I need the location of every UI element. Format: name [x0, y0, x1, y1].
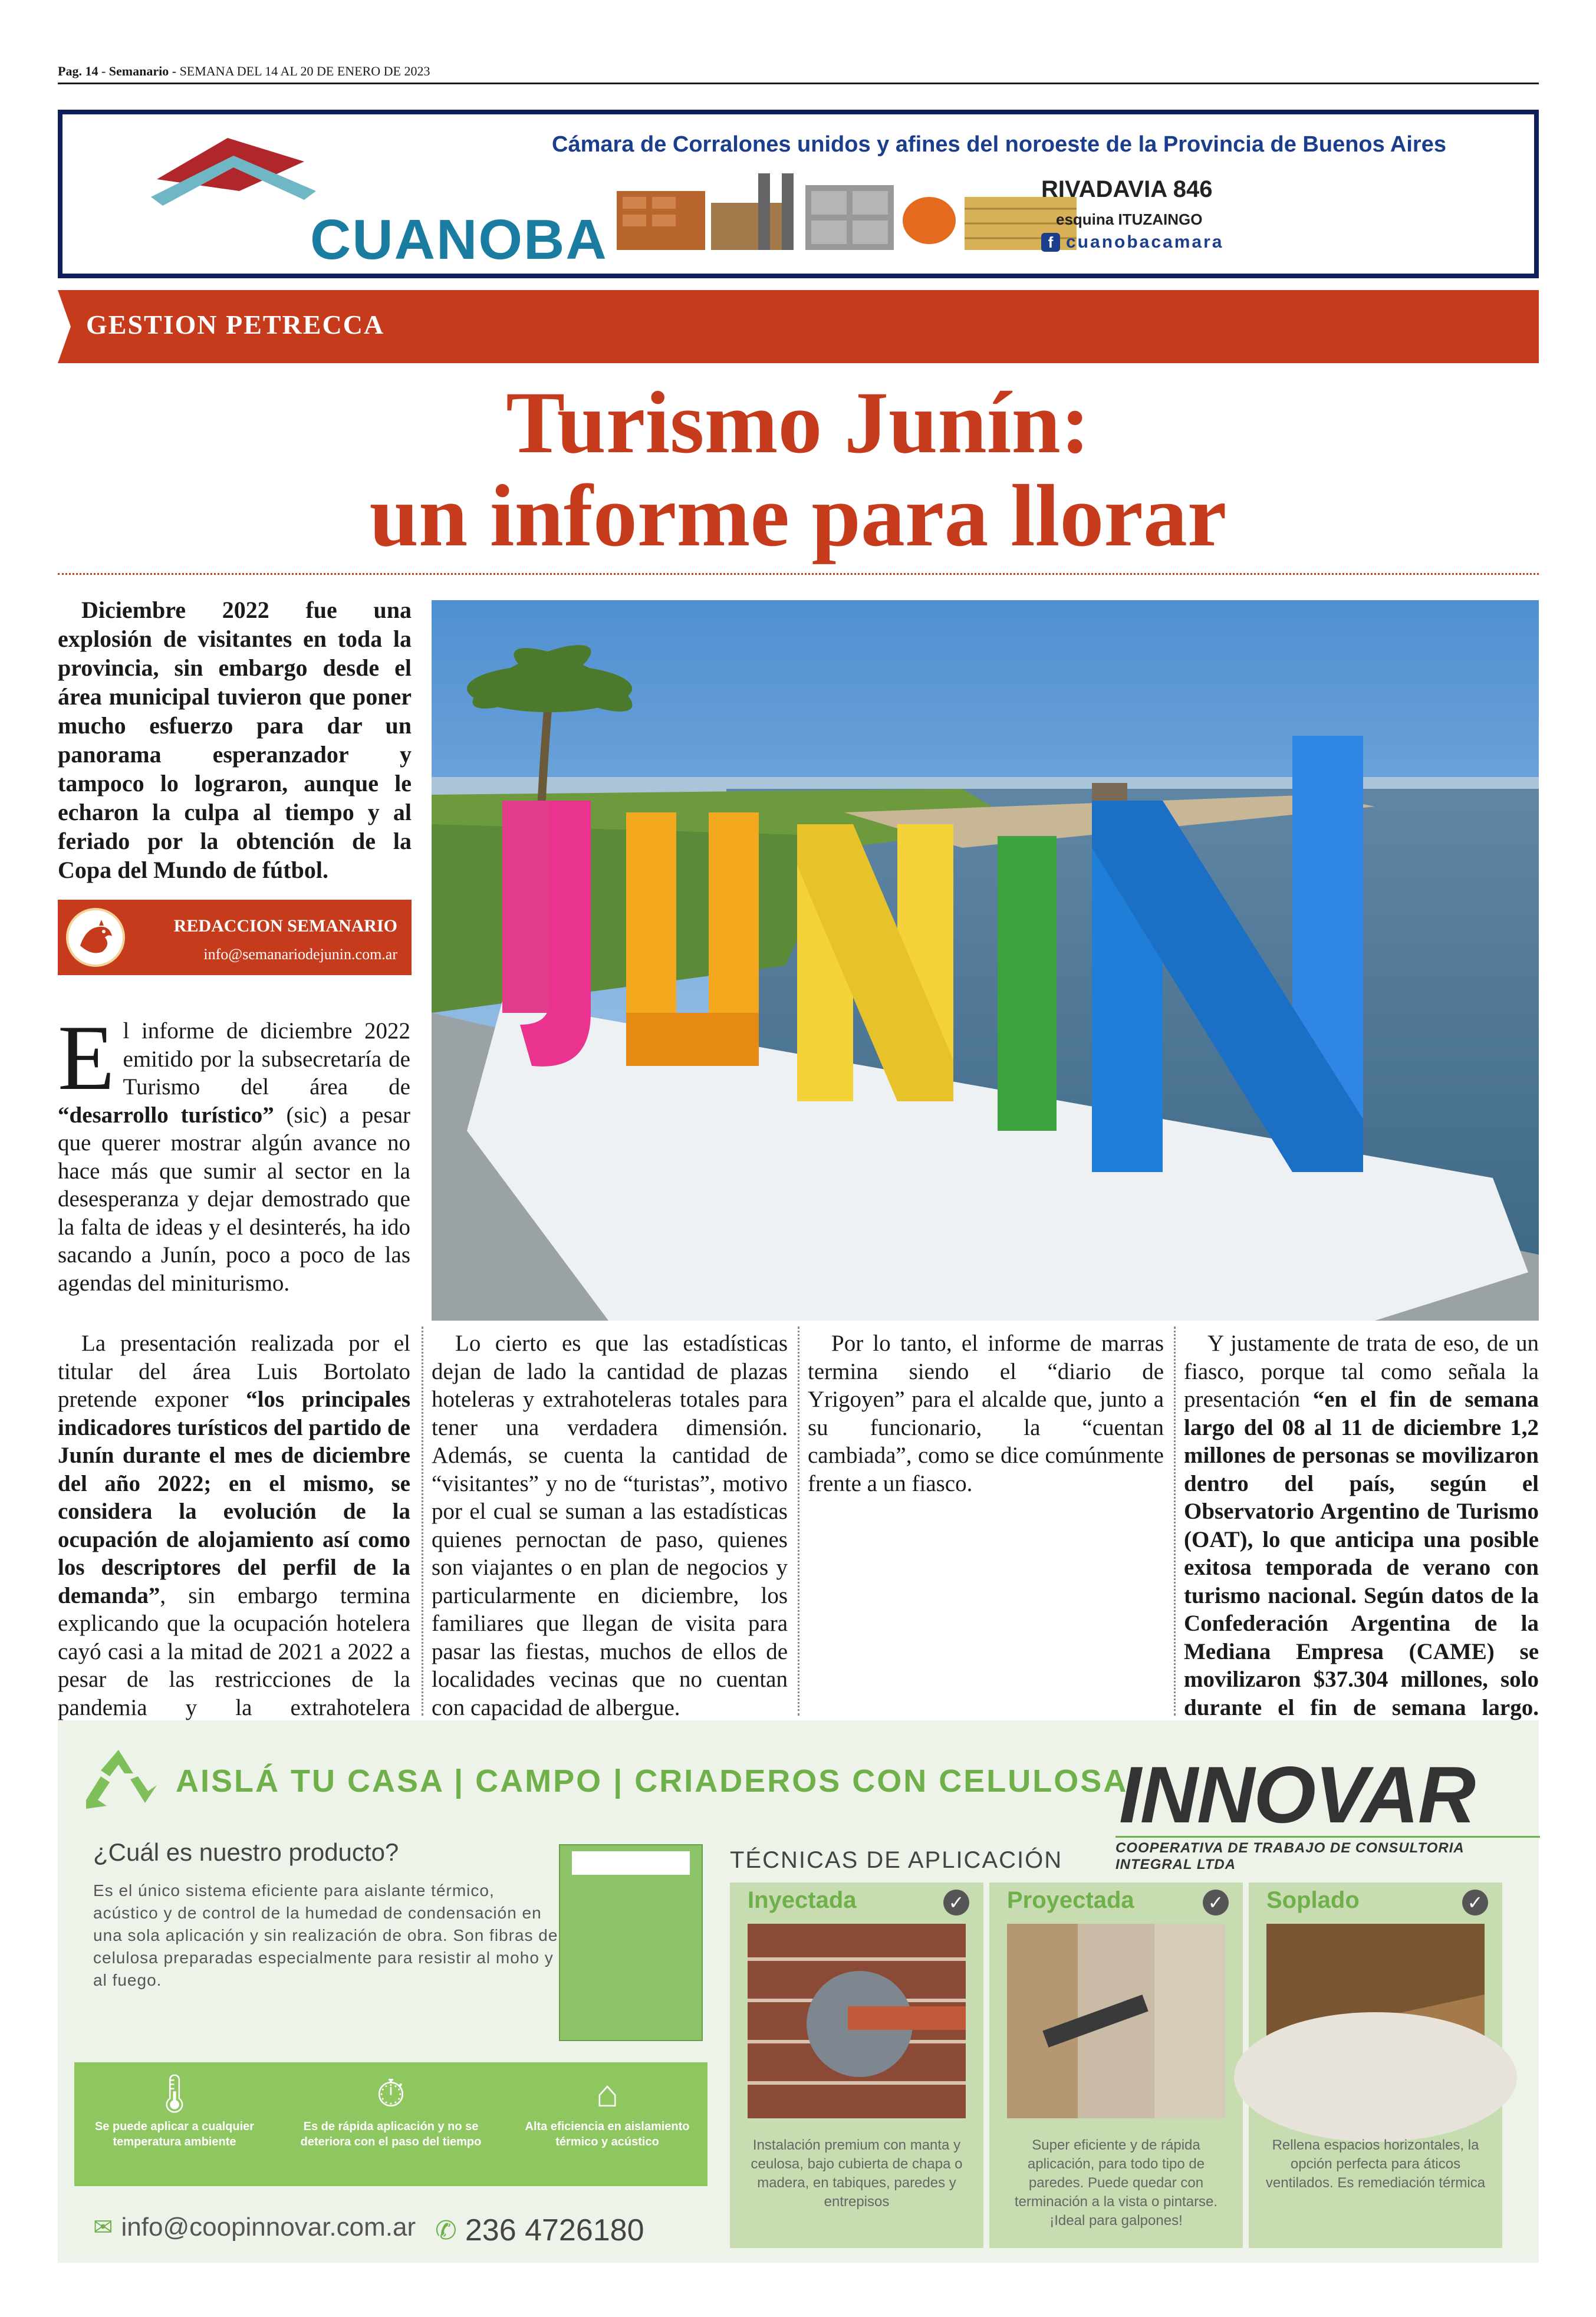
cuanoba-roof-logo	[139, 126, 328, 209]
technique-name: Soplado	[1266, 1887, 1360, 1913]
product-bag-image	[559, 1844, 703, 2041]
article-body-column-2	[432, 1329, 788, 1720]
paragraph-4	[808, 1329, 1164, 1498]
article-body-column-4	[1184, 1329, 1539, 1720]
paragraph-5-bold: “en el fin de semana largo del 08 al 11 de diciembre 1,2 millones de personas se movilizaron dentro del país, según el Observatorio Argentino de Turismo (OAT), lo que anticipa una posible exitosa temporada de verano con turismo nacional. Según datos de la Confederación Argentina de la Mediana Empresa (CAME) se movilizaron $37.304 millones, solo durante el fin de semana largo.	[1184, 1387, 1539, 1720]
junin-sign-photo	[432, 600, 1539, 1321]
thermometer-icon: 🌡	[150, 2072, 199, 2115]
product-question: ¿Cuál es nuestro producto?	[93, 1838, 399, 1866]
paragraph-1-text: l informe de diciembre 2022 emitido por la subsecretaría de Turismo del área de	[123, 1018, 410, 1100]
column-separator	[422, 1327, 423, 1716]
headline-line-1: Turismo Junín:	[506, 374, 1090, 472]
feature-item	[291, 2062, 491, 2186]
contact-phone-text: 236 4726180	[465, 2213, 644, 2247]
technique-name: Inyectada	[748, 1887, 857, 1913]
header-separator: -	[98, 64, 109, 78]
feature-text: Es de rápida aplicación y no se deteriora con el paso del tiempo	[300, 2120, 482, 2148]
technique-card-inyectada	[730, 1882, 983, 2248]
section-label: GESTION PETRECCA	[86, 310, 385, 340]
bag-stripe	[572, 1851, 690, 1875]
technique-description: Super eficiente y de rápida aplicación, para todo tipo de paredes. Puede quedar con terminación a la vista o pintarse. ¡Ideal para galpones!	[1014, 2137, 1218, 2229]
paragraph-2-text: La presentación realizada por el titular del área Luis Bortolato pretende exponer	[58, 1331, 410, 1412]
technique-description: Instalación premium con manta y ceulosa, bajo cubierta de chapa o madera, en tabiques, paredes y entrepisos	[751, 2137, 963, 2210]
feature-text: Alta eficiencia en aislamiento térmico y acústico	[525, 2120, 690, 2148]
ad-social-handle[interactable]	[1041, 232, 1223, 252]
byline-email[interactable]: info@semanariodejunin.com.ar	[203, 946, 397, 963]
column-separator	[1174, 1327, 1176, 1716]
drop-cap: E	[58, 1006, 115, 1110]
features-panel	[74, 2062, 707, 2186]
recycle-icon	[74, 1744, 163, 1815]
headline-line-2: un informe para llorar	[369, 467, 1227, 565]
innovar-logo: INNOVAR	[1119, 1750, 1475, 1839]
paragraph-3-text: Lo cierto es que las estadísticas dejan de lado la cantidad de plazas hoteleras y extrahoteleras totales para tener una verdadera dimensión. Además, se cuenta la cantidad de “visitantes” y no de “turistas”, motivo por el cual se suman a las estadísticas quienes pernoctan de paso, quienes son viajantes o en plan de negocios y particularmente en diciembre, los familiares que llegan de visita para pasar las fiestas, muchos de ellos de localidades vecinas que no cuentan con capacidad de albergue.	[432, 1331, 788, 1720]
semanario-logo	[66, 908, 125, 967]
innovar-subtitle: COOPERATIVA DE TRABAJO DE CONSULTORIA INTEGRAL LTDA	[1115, 1836, 1540, 1873]
header-rule	[58, 83, 1539, 84]
technique-card-proyectada	[989, 1882, 1243, 2248]
house-icon: ⌂	[595, 2072, 619, 2115]
paragraph-2-text-end: , sin embargo termina explicando que la ocupación hotelera cayó casi a la mitad de 2021 a 2022 a pesar de las restricciones de la pandemia y la extrahotelera	[58, 1582, 410, 1720]
technique-name: Proyectada	[1007, 1887, 1134, 1913]
page-header	[58, 64, 430, 79]
byline	[58, 900, 412, 975]
article-body-column-1	[58, 1006, 410, 1297]
ad-panel	[62, 114, 1534, 274]
feature-item	[507, 2062, 707, 2186]
header-separator: -	[169, 64, 180, 78]
technique-card-soplado	[1249, 1882, 1502, 2248]
paragraph-1	[58, 1006, 410, 1297]
product-description: Es el único sistema eficiente para aislante térmico, acústico y de control de la humedad de condensación en una sola aplicación y sin realización de obra. Son fibras de celulosa preparadas especialmente para resistir al moho y al fuego.	[93, 1881, 558, 1989]
paragraph-1-text-end: (sic) a pesar que querer mostrar algún avance no hace más que sumir al sector en la desesperanza y dejar demostrado que la falta de ideas y el desinterés, ha ido sacando a Junín, poco a poco de las agendas del miniturismo.	[58, 1102, 410, 1296]
byline-name: REDACCION SEMANARIO	[173, 916, 397, 936]
paragraph-2-bold: “los principales indicadores turísticos del partido de Junín durante el mes de diciembre del año 2022; en el mismo, se considera la evolución de la ocupación de alojamiento así como los descriptores del perfil de la demanda”	[58, 1387, 410, 1608]
whatsapp-icon: ✆	[435, 2216, 457, 2245]
feature-item	[74, 2062, 275, 2186]
injected-application-image	[748, 1924, 966, 2118]
contact-phone[interactable]	[435, 2213, 644, 2248]
technique-description: Rellena espacios horizontales, la opción perfecta para áticos ventilados. Es remediación térmica	[1265, 2137, 1486, 2191]
facebook-icon: f	[1041, 233, 1060, 252]
issue-date: SEMANA DEL 14 AL 20 DE ENERO DE 2023	[179, 64, 430, 78]
stopwatch-icon: ⏱	[376, 2072, 406, 2115]
check-icon: ✓	[943, 1890, 969, 1916]
sprayed-application-image	[1007, 1924, 1225, 2118]
ad-address: RIVADAVIA 846	[1041, 176, 1213, 202]
section-bar-notch	[58, 290, 71, 363]
column-separator	[798, 1327, 799, 1716]
check-icon: ✓	[1462, 1890, 1488, 1916]
blown-application-image	[1266, 1924, 1485, 2118]
publication-name: Semanario	[108, 64, 169, 78]
ad-chamber-name: Cámara de Corralones unidos y afines del noroeste de la Provincia de Buenos Aires	[552, 132, 1446, 157]
article-body-column-3	[808, 1329, 1164, 1695]
ad-corner: esquina ITUZAINGO	[1056, 210, 1203, 228]
cuanoba-advertisement[interactable]	[58, 110, 1539, 278]
article-lead: Diciembre 2022 fue una explosión de visitantes en toda la provincia, sin embargo desde el área municipal tuvieron que poner mucho esfuerzo para dar un panorama esperanzador y tampoco lo lograron, aunque le echaron la culpa al tiempo y al feriado por la obtención de la Copa del Mundo de fútbol.	[58, 597, 412, 883]
rooster-icon	[68, 910, 123, 965]
paragraph-4-text: Por lo tanto, el informe de marras termina siendo el “diario de Yrigoyen” para el alcalde que, junto a su funcionario, la “cuentan cambiada”, como se dice comúnmente frente a un fiasco.	[808, 1331, 1164, 1496]
techniques-title: TÉCNICAS DE APLICACIÓN	[730, 1847, 1063, 1873]
innovar-advertisement[interactable]	[58, 1720, 1539, 2263]
contact-email[interactable]	[93, 2213, 416, 2242]
paragraph-5-text: Y justamente de trata de eso, de un fiasco, porque tal como señala la presentación	[1184, 1331, 1539, 1412]
junin-letters-image	[432, 600, 1539, 1321]
check-icon: ✓	[1203, 1890, 1229, 1916]
innovar-slogan: AISLÁ TU CASA | CAMPO | CRIADEROS CON CELULOSA	[176, 1763, 1128, 1799]
headline-rule	[58, 573, 1539, 575]
paragraph-5	[1184, 1329, 1539, 1750]
paragraph-3	[432, 1329, 788, 1722]
feature-text: Se puede aplicar a cualquier temperatura ambiente	[94, 2120, 255, 2148]
contact-email-text: info@coopinnovar.com.ar	[121, 2213, 416, 2242]
article-body-column-1-continued	[58, 1329, 410, 1720]
envelope-icon: ✉	[93, 2214, 113, 2240]
ad-social-text: cuanobacamara	[1066, 232, 1224, 252]
page-number: Pag. 14	[58, 64, 98, 78]
paragraph-1-bold: “desarrollo turístico”	[58, 1102, 274, 1128]
paragraph-2	[58, 1329, 410, 1778]
ad-brand: CUANOBA	[310, 208, 608, 271]
section-bar	[58, 290, 1539, 363]
construction-materials-image	[611, 167, 1082, 256]
